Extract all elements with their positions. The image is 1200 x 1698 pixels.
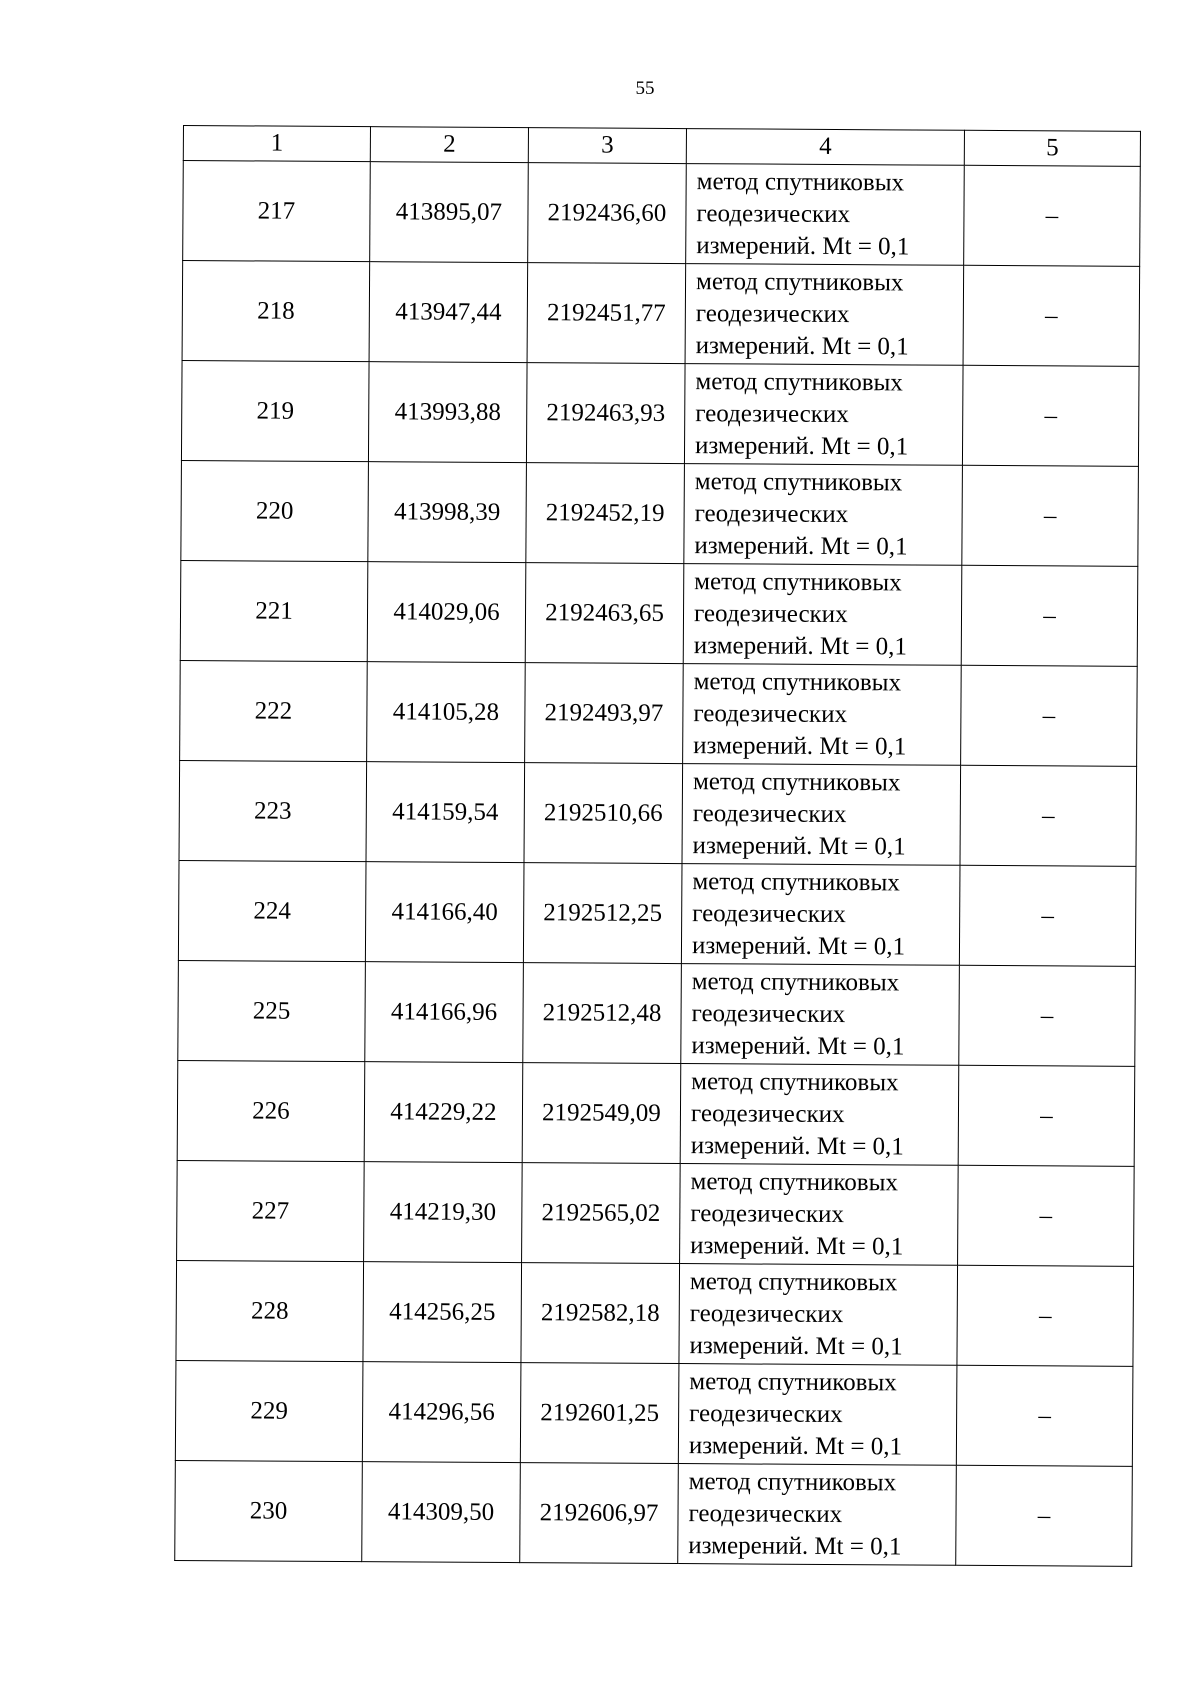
method-line: измерений. Mt = 0,1	[693, 731, 907, 760]
x-coordinate-cell: 414309,50	[362, 1462, 521, 1563]
point-number-cell: 223	[179, 760, 367, 861]
method-line: геодезических	[695, 299, 850, 328]
method-line: геодезических	[690, 1099, 845, 1128]
method-line: измерений. Mt = 0,1	[696, 231, 910, 260]
method-line: измерений. Mt = 0,1	[694, 531, 908, 560]
y-coordinate-cell: 2192606,97	[520, 1463, 679, 1564]
y-coordinate-cell: 2192582,18	[521, 1263, 680, 1364]
x-coordinate-cell: 414166,96	[365, 962, 524, 1063]
method-line: измерений. Mt = 0,1	[693, 631, 907, 660]
x-coordinate-cell: 414296,56	[362, 1362, 521, 1463]
header-col-2: 2	[370, 127, 528, 163]
method-cell	[683, 664, 962, 766]
method-line: метод спутниковых	[694, 567, 902, 596]
point-number-cell: 227	[177, 1160, 365, 1261]
table-row	[180, 560, 1138, 666]
header-col-3: 3	[528, 128, 686, 164]
method-line: метод спутниковых	[695, 267, 904, 296]
y-coordinate-cell: 2192493,97	[525, 663, 684, 764]
table-body	[175, 161, 1141, 1567]
method-line: измерений. Mt = 0,1	[691, 931, 906, 960]
x-coordinate-cell: 413947,44	[369, 262, 528, 363]
method-line: метод спутниковых	[694, 467, 903, 496]
y-coordinate-cell: 2192451,77	[527, 263, 686, 364]
x-coordinate-cell: 413895,07	[370, 162, 529, 263]
method-line: геодезических	[692, 799, 847, 828]
method-line: геодезических	[689, 1299, 844, 1328]
table-row	[175, 1360, 1133, 1466]
method-line: метод спутниковых	[690, 1167, 899, 1196]
method-line: метод спутниковых	[695, 367, 903, 396]
method-line: геодезических	[688, 1499, 843, 1528]
x-coordinate-cell: 414166,40	[365, 862, 524, 963]
x-coordinate-cell: 414105,28	[367, 662, 526, 763]
table-row	[179, 760, 1137, 866]
x-coordinate-cell: 414219,30	[364, 1162, 523, 1263]
note-cell: –	[959, 865, 1136, 966]
method-cell	[684, 364, 963, 466]
point-number-cell: 221	[180, 560, 368, 661]
x-coordinate-cell: 414256,25	[363, 1262, 522, 1363]
table-row	[176, 1260, 1134, 1366]
note-cell: –	[957, 1265, 1134, 1366]
header-row	[183, 126, 1140, 167]
y-coordinate-cell: 2192549,09	[522, 1063, 681, 1164]
point-number-cell: 228	[176, 1260, 364, 1361]
page-number: 55	[635, 78, 655, 99]
method-line: метод спутниковых	[689, 1267, 898, 1296]
method-line: измерений. Mt = 0,1	[694, 431, 909, 460]
point-number-cell: 229	[175, 1360, 363, 1461]
method-cell	[681, 864, 960, 966]
method-line: измерений. Mt = 0,1	[692, 831, 906, 860]
method-cell	[680, 1164, 959, 1266]
y-coordinate-cell: 2192601,25	[520, 1363, 679, 1464]
method-line: метод спутниковых	[691, 1067, 899, 1096]
table-row	[177, 1160, 1135, 1266]
table-row	[177, 1060, 1135, 1166]
method-cell	[681, 964, 960, 1066]
note-cell: –	[963, 265, 1140, 366]
point-number-cell: 218	[182, 261, 370, 362]
method-cell	[678, 1364, 957, 1466]
method-line: измерений. Mt = 0,1	[690, 1131, 904, 1160]
method-line: геодезических	[696, 199, 851, 228]
method-line: метод спутниковых	[692, 867, 900, 896]
note-cell: –	[958, 1165, 1135, 1266]
note-cell: –	[960, 765, 1137, 866]
x-coordinate-cell: 413998,39	[368, 462, 527, 563]
point-number-cell: 220	[181, 460, 369, 561]
note-cell: –	[962, 465, 1139, 566]
table-row	[178, 860, 1136, 966]
method-cell	[678, 1464, 957, 1566]
point-number-cell: 224	[178, 860, 366, 961]
method-line: измерений. Mt = 0,1	[688, 1431, 903, 1460]
method-line: измерений. Mt = 0,1	[689, 1331, 903, 1360]
note-cell: –	[961, 565, 1138, 666]
header-col-5: 5	[964, 130, 1140, 166]
table-row	[183, 161, 1141, 267]
method-line: геодезических	[692, 899, 846, 928]
table-row	[181, 360, 1139, 466]
method-line: измерений. Mt = 0,1	[690, 1231, 904, 1260]
point-number-cell: 222	[180, 660, 368, 761]
note-cell: –	[964, 165, 1141, 266]
method-cell	[683, 564, 962, 666]
x-coordinate-cell: 414229,22	[364, 1062, 523, 1163]
method-line: измерений. Mt = 0,1	[688, 1531, 902, 1560]
point-number-cell: 230	[175, 1460, 363, 1561]
method-cell	[680, 1064, 959, 1166]
y-coordinate-cell: 2192565,02	[522, 1163, 681, 1264]
y-coordinate-cell: 2192463,93	[526, 363, 685, 464]
method-line: метод спутниковых	[692, 767, 901, 796]
note-cell: –	[956, 1465, 1133, 1566]
method-line: метод спутниковых	[691, 967, 900, 996]
method-line: метод спутниковых	[693, 667, 902, 696]
y-coordinate-cell: 2192463,65	[525, 563, 684, 664]
method-line: геодезических	[691, 999, 846, 1028]
y-coordinate-cell: 2192512,48	[523, 963, 682, 1064]
header-col-4: 4	[686, 129, 964, 166]
coordinates-table	[174, 125, 1141, 1567]
method-line: геодезических	[694, 499, 849, 528]
point-number-cell: 219	[181, 360, 369, 461]
table-header	[183, 126, 1140, 167]
method-cell	[682, 764, 961, 866]
table-row	[175, 1460, 1133, 1566]
method-line: метод спутниковых	[689, 1367, 897, 1396]
method-line: измерений. Mt = 0,1	[695, 331, 909, 360]
x-coordinate-cell: 414029,06	[367, 562, 526, 663]
note-cell: –	[962, 365, 1139, 466]
table-row	[182, 261, 1140, 367]
note-cell: –	[958, 1065, 1135, 1166]
method-cell	[684, 464, 963, 566]
method-cell	[679, 1264, 958, 1366]
y-coordinate-cell: 2192512,25	[523, 863, 682, 964]
method-line: метод спутниковых	[688, 1467, 897, 1496]
y-coordinate-cell: 2192452,19	[526, 463, 685, 564]
method-line: измерений. Mt = 0,1	[691, 1031, 905, 1060]
table-row	[181, 460, 1139, 566]
point-number-cell: 226	[177, 1060, 365, 1161]
header-col-1: 1	[183, 126, 370, 162]
y-coordinate-cell: 2192436,60	[528, 163, 687, 264]
table-row	[178, 960, 1136, 1066]
x-coordinate-cell: 414159,54	[366, 762, 525, 863]
y-coordinate-cell: 2192510,66	[524, 763, 683, 864]
x-coordinate-cell: 413993,88	[368, 362, 527, 463]
point-number-cell: 217	[183, 161, 371, 262]
note-cell: –	[961, 665, 1138, 766]
method-line: метод спутниковых	[696, 167, 905, 196]
note-cell: –	[959, 965, 1136, 1066]
method-line: геодезических	[689, 1399, 843, 1428]
point-number-cell: 225	[178, 960, 366, 1061]
method-line: геодезических	[693, 699, 848, 728]
method-line: геодезических	[693, 599, 848, 628]
method-line: геодезических	[695, 399, 849, 428]
note-cell: –	[956, 1365, 1133, 1466]
method-cell	[685, 264, 964, 366]
table-row	[180, 660, 1138, 766]
method-line: геодезических	[690, 1199, 845, 1228]
method-cell	[686, 164, 965, 266]
